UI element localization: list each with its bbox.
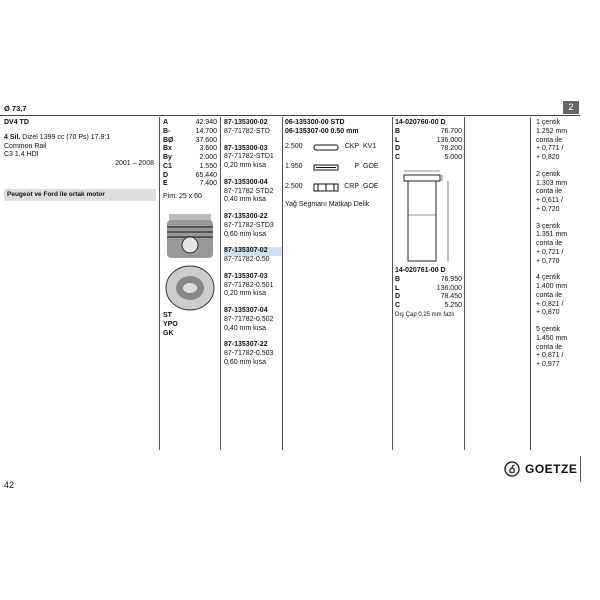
- divider: [464, 117, 465, 450]
- spec-label: By: [163, 154, 172, 161]
- ring-profile-icon: [313, 163, 339, 172]
- ring-type: CKP: [344, 142, 359, 150]
- notch-list: [536, 119, 596, 370]
- ring-height: 2.500: [285, 182, 303, 190]
- spec-value: 2.000: [199, 154, 217, 161]
- spec-value: 65.440: [195, 171, 217, 179]
- engine-car: C3 1.4 HDI: [4, 151, 39, 159]
- spec-value: 7.400: [199, 180, 217, 188]
- piston-entry: [224, 341, 282, 367]
- ring-code-std: 06-135300-00 STD: [285, 119, 345, 126]
- spec-label: C1: [163, 162, 172, 170]
- notch-line: conta ile: [536, 240, 563, 247]
- notch-entry: [536, 326, 596, 370]
- notch-line: + 0,977: [536, 361, 560, 368]
- liner-1: [395, 119, 462, 163]
- piston-entry: [224, 119, 282, 137]
- piston-entry: [224, 307, 282, 333]
- piston-image: [163, 212, 217, 314]
- piston-code: 87-135307-22: [224, 341, 268, 349]
- piston-entry: [224, 145, 282, 171]
- piston-size: 0,60 mm kısa: [224, 358, 267, 366]
- piston-list: [224, 119, 282, 368]
- notch-line: conta ile: [536, 291, 563, 299]
- ring-item: [285, 143, 376, 152]
- notch-line: 3 çentik: [536, 222, 561, 230]
- notch-line: + 0,821 /: [536, 300, 564, 308]
- brand-logo: [504, 460, 580, 478]
- spec-value: 37.600: [195, 136, 217, 144]
- liner-value: 76.700: [440, 127, 462, 135]
- ring-item: [285, 183, 379, 192]
- ring-height: 1.950: [285, 162, 303, 170]
- piston-subcode: 87-71782-0.502: [224, 315, 274, 323]
- piston-subcode: 87-71782-STD3: [224, 221, 274, 229]
- liner-label: L: [395, 136, 400, 144]
- notch-line: 1.400 mm: [536, 283, 568, 290]
- piston-size: 0,20 mm kısa: [224, 162, 267, 169]
- notch-line: + 0,721 /: [536, 248, 564, 256]
- notch-line: conta ile: [536, 188, 563, 196]
- notch-line: + 0,770: [536, 257, 560, 265]
- engine-rail: Common Rail: [4, 142, 47, 150]
- notch-line: 4 çentik: [536, 274, 561, 282]
- engine-desc: Dizel 1399 cc (70 Ps) 17.9:1: [22, 133, 111, 141]
- liner-row: [395, 154, 462, 163]
- liner-label: D: [395, 145, 401, 153]
- piston-subcode: 87-71782-STD: [224, 127, 270, 135]
- notch-line: 2 çentik: [536, 170, 561, 178]
- spec-label: E: [163, 180, 168, 188]
- piston-subcode: 87-71782-0.50: [224, 256, 270, 263]
- spec-value: 1.550: [199, 162, 217, 170]
- liner-label: C: [395, 154, 401, 161]
- liner-note: Dış Çap 0.25 mm fazlı: [395, 311, 455, 318]
- liner-value: 136.000: [436, 136, 462, 144]
- liner-row: [395, 285, 462, 294]
- spec-row: [163, 172, 217, 181]
- notch-line: + 0,870: [536, 309, 560, 317]
- piston-code: 87-135307-03: [224, 272, 268, 280]
- header-rule: [0, 115, 580, 116]
- liner-row: [395, 145, 462, 154]
- spec-row: [163, 137, 217, 146]
- ring-extra: GOE: [363, 162, 379, 170]
- spec-row: [163, 163, 217, 172]
- piston-size: 0,40 mm kısa: [224, 324, 267, 332]
- notch-line: 5 çentik: [536, 326, 561, 333]
- spec-row: [163, 180, 217, 189]
- spec-label: D: [163, 171, 169, 179]
- spec-label: BØ: [163, 136, 174, 144]
- piston-code: 87-135300-02: [224, 119, 268, 126]
- divider: [282, 117, 283, 450]
- piston-code: 87-135300-03: [224, 144, 268, 152]
- engine-model: DV4 TD: [4, 119, 29, 126]
- piston-code: 87-135307-02: [224, 247, 282, 256]
- divider: [159, 117, 160, 450]
- spec-row: [163, 119, 217, 128]
- notch-line: 1.303 mm: [536, 179, 568, 187]
- engine-note: Peugeot ve Ford ile ortak motor: [4, 189, 156, 201]
- ring-height: 2.500: [285, 142, 303, 150]
- ring-type: CRP: [344, 182, 359, 190]
- notch-line: 1.351 mm: [536, 231, 568, 239]
- engine-info: [4, 119, 156, 201]
- spec-row: [163, 128, 217, 137]
- ring-item: [285, 163, 379, 172]
- liner-diagram: [398, 165, 462, 265]
- liner-value: 76.950: [440, 275, 462, 283]
- ring-code-oversize: 06-135307-00 0.50 mm: [285, 127, 359, 135]
- liner-value: 5.000: [444, 154, 462, 161]
- ring-profile-icon: [313, 143, 339, 152]
- spec-value: 42.940: [195, 119, 217, 126]
- piston-subcode: 87-71782-STD1: [224, 153, 274, 161]
- notch-line: conta ile: [536, 136, 563, 144]
- liner-row: [395, 302, 462, 311]
- notch-line: + 0,820: [536, 154, 560, 161]
- liner-row: [395, 293, 462, 302]
- page-number: 42: [4, 480, 15, 490]
- liner-value: 136.000: [436, 284, 462, 292]
- notch-line: + 0,720: [536, 205, 560, 213]
- engine-years: 2001 – 2008: [115, 160, 154, 167]
- piston-code: 87-135307-04: [224, 307, 268, 314]
- ring-type: P: [354, 162, 359, 170]
- goetze-logo-icon: [504, 461, 520, 477]
- spec-table: [163, 119, 217, 202]
- page-title: Ø 73,7: [4, 104, 27, 113]
- liner-2: [395, 267, 462, 319]
- liner-row: [395, 128, 462, 137]
- notch-line: + 0,771 /: [536, 145, 564, 153]
- divider: [220, 117, 221, 450]
- notch-line: 1 çentik: [536, 119, 561, 126]
- ring-note: Yağ Segmanı Matkap Delik: [285, 200, 370, 208]
- pim-size: Pim: 25 x 60: [163, 193, 202, 200]
- spec-label: Bx: [163, 145, 172, 153]
- notch-line: 1.450 mm: [536, 334, 568, 342]
- divider: [392, 117, 393, 450]
- logo-divider: [580, 456, 581, 482]
- piston-subcode: 87-71782 STD2: [224, 187, 274, 195]
- piston-type: ST: [163, 312, 172, 319]
- notch-entry: [536, 223, 596, 267]
- piston-size: 0,40 mm kısa: [224, 196, 267, 204]
- engine-cyl: 4 Sil.: [4, 133, 21, 141]
- piston-entry: [224, 247, 282, 265]
- liner-label: B: [395, 275, 401, 283]
- ring-profile-icon: [313, 183, 339, 192]
- liner-code: 14-020760-00 D: [395, 119, 446, 126]
- spec-row: [163, 154, 217, 163]
- notch-line: + 0,871 /: [536, 352, 564, 360]
- spec-row: [163, 145, 217, 154]
- notch-entry: [536, 274, 596, 318]
- liner-value: 5.250: [444, 302, 462, 309]
- spec-label: A: [163, 119, 169, 126]
- liner-label: C: [395, 302, 401, 309]
- piston-types: [163, 312, 178, 338]
- liner-row: [395, 137, 462, 146]
- piston-entry: [224, 179, 282, 205]
- page-tab: 2: [563, 101, 579, 114]
- spec-label: B-: [163, 127, 171, 135]
- liner-value: 78.200: [440, 145, 462, 153]
- piston-subcode: 87-71782-0.503: [224, 350, 274, 357]
- notch-line: conta ile: [536, 343, 563, 351]
- notch-entry: [536, 171, 596, 215]
- liner-label: L: [395, 284, 400, 292]
- notch-line: + 0,611 /: [536, 197, 563, 204]
- ring-extra: GOE: [363, 182, 379, 190]
- liner-value: 78.450: [440, 293, 462, 301]
- piston-subcode: 87-71782-0.501: [224, 281, 274, 289]
- notch-entry: [536, 119, 596, 163]
- ring-set: [285, 119, 391, 209]
- piston-type: GK: [163, 329, 174, 337]
- piston-code: 87-135300-22: [224, 213, 268, 220]
- piston-entry: [224, 213, 282, 239]
- notch-line: 1.252 mm: [536, 127, 568, 135]
- liner-row: [395, 276, 462, 285]
- divider: [530, 117, 531, 450]
- piston-size: 0,20 mm kısa: [224, 290, 267, 298]
- ring-extra: KV1: [363, 142, 377, 150]
- spec-value: 14.700: [195, 127, 217, 135]
- piston-type: YPO: [163, 320, 178, 328]
- piston-code: 87-135300-04: [224, 178, 268, 186]
- piston-entry: [224, 273, 282, 299]
- liner-label: D: [395, 293, 401, 301]
- piston-size: 0,60 mm kısa: [224, 230, 267, 238]
- spec-value: 3.600: [199, 145, 217, 153]
- liner-code: 14-020761-00 D: [395, 267, 446, 274]
- liner-label: B: [395, 127, 401, 135]
- brand-name: GOETZE: [525, 461, 578, 476]
